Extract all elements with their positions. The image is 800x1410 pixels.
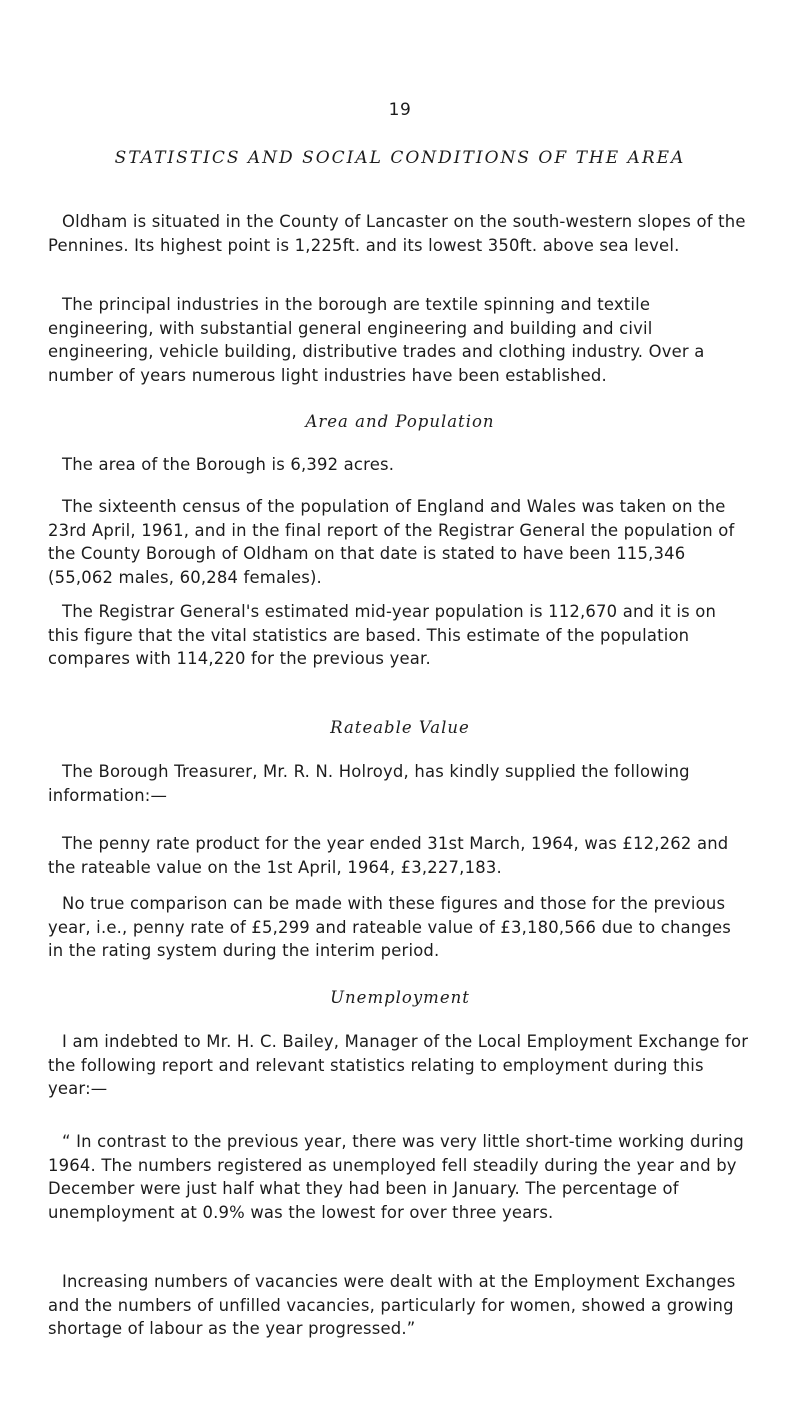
section-heading-rateable-value: Rateable Value: [330, 718, 470, 737]
unemployment-paragraph-intro: [48, 1030, 750, 1101]
paragraph-text: The penny rate product for the year ended 31st March, 1964, was £12,262 and the rateable value on the 1st April, 1964, £3,227,183.: [48, 834, 729, 877]
rateable-paragraph-comparison: [48, 892, 750, 963]
page-title: STATISTICS AND SOCIAL CONDITIONS OF THE AREA: [114, 148, 686, 168]
unemployment-paragraph-report: [48, 1130, 750, 1224]
paragraph-text: The sixteenth census of the population of England and Wales was taken on the 23rd April, 1961, and in the final report of the Registrar General the population of the County Borough of Oldham on that date is stated to have been 115,346 (55,062 males, 60,284 females).: [48, 497, 735, 587]
unemployment-paragraph-vacancies: [48, 1270, 750, 1341]
paragraph-text: The Borough Treasurer, Mr. R. N. Holroyd, has kindly supplied the following information:—: [48, 762, 690, 805]
rateable-paragraph-treasurer: [48, 760, 750, 807]
intro-paragraph-location: [48, 210, 750, 257]
area-paragraph-census: [48, 495, 750, 589]
rateable-paragraph-penny-rate: [48, 832, 750, 879]
paragraph-text: The principal industries in the borough are textile spinning and textile engineering, with substantial general engineering and building and civil engineering, vehicle building, distributive trades and clothing industry. Over a number of years numerous light industries have been established.: [48, 295, 705, 385]
intro-paragraph-industries: [48, 293, 750, 387]
page-number: 19: [388, 100, 412, 120]
paragraph-text: The Registrar General's estimated mid-year population is 112,670 and it is on this figure that the vital statistics are based. This estimate of the population compares with 114,220 for the previous year.: [48, 602, 717, 668]
paragraph-text: Increasing numbers of vacancies were dealt with at the Employment Exchanges and the numbers of unfilled vacancies, particularly for women, showed a growing shortage of labour as the year progressed.”: [48, 1272, 736, 1338]
area-paragraph-estimate: [48, 600, 750, 671]
section-heading-area-population: Area and Population: [305, 412, 495, 431]
paragraph-text: I am indebted to Mr. H. C. Bailey, Manager of the Local Employment Exchange for the following report and relevant statistics relating to employment during this year:—: [48, 1032, 749, 1098]
section-heading-unemployment: Unemployment: [330, 988, 470, 1007]
paragraph-text: The area of the Borough is 6,392 acres.: [62, 455, 395, 474]
paragraph-text: No true comparison can be made with these figures and those for the previous year, i.e., penny rate of £5,299 and rateable value of £3,180,566 due to changes in the rating system during the interim period.: [48, 894, 732, 960]
paragraph-text: Oldham is situated in the County of Lancaster on the south-western slopes of the Pennines. Its highest point is 1,225ft. and its lowest 350ft. above sea level.: [48, 212, 746, 255]
area-paragraph-acres: [48, 453, 750, 477]
paragraph-text: “ In contrast to the previous year, there was very little short-time working during 1964. The numbers registered as unemployed fell steadily during the year and by December were just half what they had been in January. The percentage of unemployment at 0.9% was the lowest for over three years.: [48, 1132, 744, 1222]
